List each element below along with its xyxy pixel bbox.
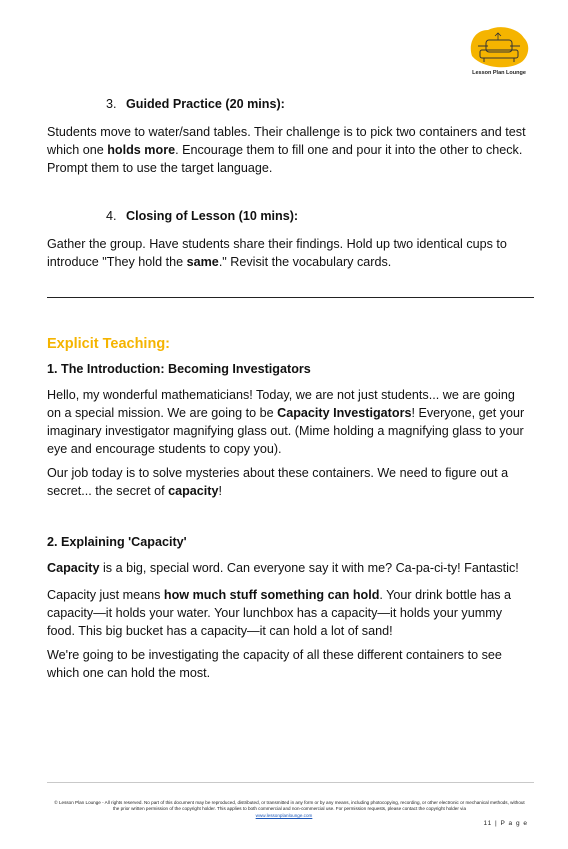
bold-run: Capacity Investigators <box>277 406 412 420</box>
text-run: Gather the group. Have students share their findings. Hold up two identical cups to introduce "They hold the <box>47 237 507 269</box>
section-4-heading <box>106 209 298 223</box>
capacity-paragraph-1 <box>47 559 527 577</box>
capacity-paragraph-3: We're going to be investigating the capacity of all these different containers to see which one can hold the most. <box>47 648 502 680</box>
text-run: ! Everyone, get your imaginary investigator magnifying glass out. (Mime holding a magnifying glass to your eye and encourage students to copy you). <box>47 406 525 456</box>
text-run: is a big, special word. Can everyone say it with me? Ca-pa-ci-ty! Fantastic! <box>99 561 519 575</box>
bold-run: Capacity <box>47 561 100 575</box>
section-4-title: Closing of Lesson (10 mins): <box>126 209 299 223</box>
text-run: Our job today is to solve mysteries about these containers. We need to figure out a secret... the secret of <box>47 466 509 498</box>
text-run: . Encourage them to fill one and pour it into the other to check. Prompt them to use the target language. <box>47 143 523 175</box>
capacity-paragraph-2 <box>47 586 527 640</box>
bold-run: how much stuff something can hold <box>163 588 380 602</box>
text-run: ." Revisit the vocabulary cards. <box>218 255 392 269</box>
text-run: ! <box>218 484 222 498</box>
introduction-paragraph-1 <box>47 386 527 458</box>
bold-run: capacity <box>168 484 219 498</box>
section-3-heading <box>106 97 285 111</box>
introduction-heading: 1. The Introduction: Becoming Investigators <box>47 362 311 376</box>
capacity-heading: 2. Explaining 'Capacity' <box>47 535 187 549</box>
text-run: Students move to water/sand tables. Their challenge is to pick two containers and test which one <box>47 125 526 157</box>
text-run: . Your drink bottle has a capacity—it holds your water. Your lunchbox has a capacity—it holds your yummy food. This big bucket has a capacity—it can hold a lot of sand! <box>47 588 512 638</box>
introduction-paragraph-2 <box>47 464 527 500</box>
section-3-paragraph <box>47 123 527 177</box>
lesson-plan-lounge-logo <box>466 26 532 84</box>
section-4-number: 4. <box>106 209 117 223</box>
website-link[interactable]: www.lessonplanlounge.com <box>255 813 313 818</box>
text-run: Hello, my wonderful mathematicians! Today, we are not just students... we are going on a special mission. We are going to be <box>47 388 515 420</box>
sofa-icon <box>466 26 532 70</box>
bold-run: holds more <box>107 143 176 157</box>
bold-run: same <box>186 255 219 269</box>
section-divider <box>47 297 534 298</box>
logo-text: Lesson Plan Lounge <box>472 70 526 76</box>
page-number: 11 | P a g e <box>483 820 528 827</box>
section-4-paragraph <box>47 235 527 271</box>
text-run: Capacity just means <box>47 588 164 602</box>
copyright-notice: © Lesson Plan Lounge - All rights reserved. No part of this document may be reproduced, distributed, or transmitted in any form or by any means, including photocopying, recording, or other electronic or mechanical methods, without the prior written permission of the copyright holder. This applies to both commercial and non-commercial use. For permission requests, please contact the copyright holder via <box>54 800 525 811</box>
footer-divider <box>47 782 534 783</box>
explicit-teaching-heading: Explicit Teaching: <box>47 336 171 352</box>
section-3-title: Guided Practice (20 mins): <box>126 97 285 111</box>
section-3-number: 3. <box>106 97 117 111</box>
